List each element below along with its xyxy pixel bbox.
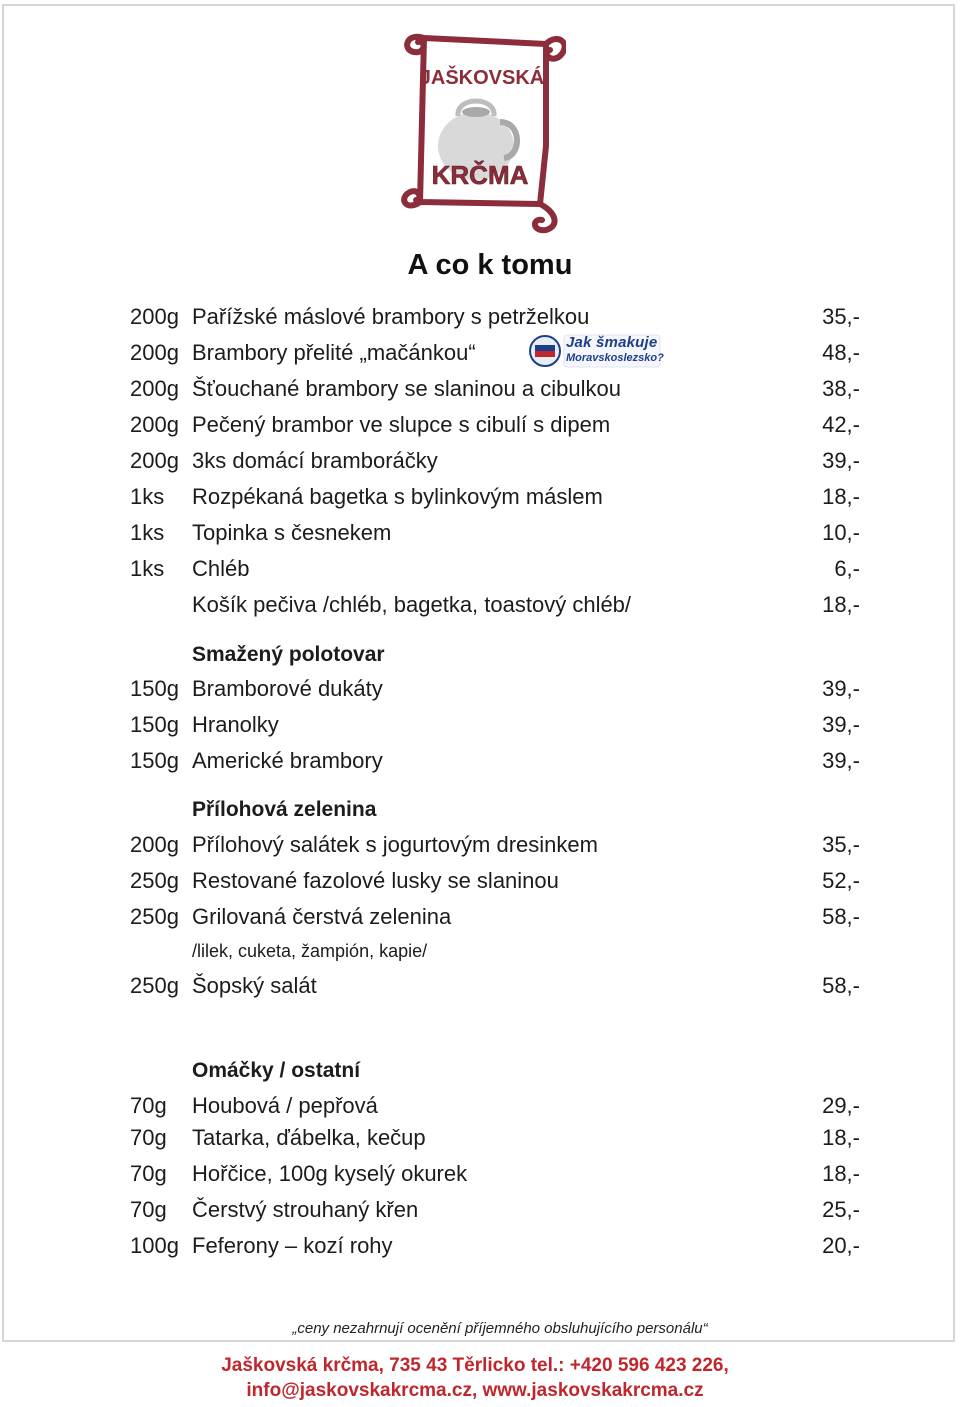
item-name: Hranolky — [192, 712, 279, 737]
menu-item — [130, 866, 860, 896]
item-note: /lilek, cuketa, žampión, kapie/ — [192, 941, 428, 961]
item-name: Tatarka, ďábelka, kečup — [192, 1125, 426, 1150]
menu-item — [130, 518, 860, 548]
item-quantity: 1ks — [130, 484, 165, 509]
menu-item — [130, 971, 860, 1001]
menu-item — [130, 590, 860, 620]
item-quantity: 70g — [130, 1197, 167, 1222]
menu-item — [130, 554, 860, 584]
menu-item — [130, 1091, 860, 1121]
item-price: 39,- — [822, 712, 860, 737]
item-price: 58,- — [822, 973, 860, 998]
item-quantity: 200g — [130, 412, 179, 437]
item-quantity: 150g — [130, 676, 179, 701]
menu-item — [130, 302, 860, 332]
menu-item — [130, 1159, 860, 1189]
item-quantity: 1ks — [130, 556, 165, 581]
item-name: Košík pečiva /chléb, bagetka, toastový chléb/ — [192, 592, 632, 617]
item-quantity: 200g — [130, 304, 179, 329]
item-price: 48,- — [822, 340, 860, 365]
item-quantity: 150g — [130, 748, 179, 773]
item-name: Houbová / pepřová — [192, 1093, 378, 1118]
menu-item — [130, 710, 860, 740]
item-name: Chléb — [192, 556, 250, 581]
restaurant-logo — [396, 26, 566, 236]
promo-badge-subtitle: Moravskoslezsko? — [566, 352, 664, 364]
item-price: 58,- — [822, 904, 860, 929]
item-quantity: 200g — [130, 832, 179, 857]
item-name: Přílohový salátek s jogurtovým dresinkem — [192, 832, 598, 857]
item-price: 35,- — [822, 832, 860, 857]
footer-contact: info@jaskovskakrcma.cz, www.jaskovskakrcma.cz — [246, 1380, 704, 1401]
logo-text-bottom: KRČMA — [431, 160, 529, 190]
item-quantity: 70g — [130, 1125, 167, 1150]
item-price: 29,- — [822, 1093, 860, 1118]
page-title: A co k tomu — [407, 249, 573, 281]
section-heading: Přílohová zelenina — [192, 798, 377, 821]
menu-item — [130, 902, 860, 932]
item-name: Rozpékaná bagetka s bylinkovým máslem — [192, 484, 603, 509]
item-name: 3ks domácí bramboráčky — [192, 448, 438, 473]
promo-badge-title: Jak šmakuje — [566, 334, 658, 351]
item-price: 18,- — [822, 592, 860, 617]
item-name: Grilovaná čerstvá zelenina — [192, 904, 452, 929]
item-name: Hořčice, 100g kyselý okurek — [192, 1161, 468, 1186]
item-price: 42,- — [822, 412, 860, 437]
item-price: 10,- — [822, 520, 860, 545]
item-name: Čerstvý strouhaný křen — [192, 1197, 419, 1222]
item-quantity: 1ks — [130, 520, 165, 545]
item-name: Americké brambory — [192, 748, 383, 773]
item-quantity: 70g — [130, 1161, 167, 1186]
section-heading: Smažený polotovar — [192, 643, 385, 666]
item-price: 18,- — [822, 1125, 860, 1150]
item-quantity: 250g — [130, 973, 179, 998]
item-price: 39,- — [822, 748, 860, 773]
menu-item — [130, 410, 860, 440]
menu-item — [130, 482, 860, 512]
footer-address: Jaškovská krčma, 735 43 Těrlicko tel.: +420 596 423 226, — [221, 1355, 729, 1376]
menu-item — [130, 374, 860, 404]
item-quantity: 200g — [130, 340, 179, 365]
item-name: Topinka s česnekem — [192, 520, 392, 545]
item-name: Feferony – kozí rohy — [192, 1233, 393, 1258]
item-quantity: 250g — [130, 904, 179, 929]
item-name: Restované fazolové lusky se slaninou — [192, 868, 559, 893]
item-quantity: 100g — [130, 1233, 179, 1258]
item-name: Šopský salát — [192, 973, 317, 998]
item-price: 52,- — [822, 868, 860, 893]
item-quantity: 150g — [130, 712, 179, 737]
price-footnote: „ceny nezahrnují ocenění příjemného obsluhujícího personálu“ — [292, 1320, 708, 1337]
item-price: 6,- — [834, 556, 860, 581]
menu-item — [130, 446, 860, 476]
item-price: 18,- — [822, 484, 860, 509]
item-price: 38,- — [822, 376, 860, 401]
item-price: 39,- — [822, 676, 860, 701]
item-quantity: 70g — [130, 1093, 167, 1118]
item-price: 35,- — [822, 304, 860, 329]
item-price: 20,- — [822, 1233, 860, 1258]
item-price: 25,- — [822, 1197, 860, 1222]
item-quantity: 250g — [130, 868, 179, 893]
item-price: 18,- — [822, 1161, 860, 1186]
menu-item — [130, 338, 860, 368]
item-name: Pařížské máslové brambory s petrželkou — [192, 304, 590, 329]
menu-item — [130, 830, 860, 860]
item-name: Bramborové dukáty — [192, 676, 383, 701]
logo-text-top: JAŠKOVSKÁ — [419, 67, 545, 89]
item-name: Pečený brambor ve slupce s cibulí s dipem — [192, 412, 611, 437]
item-quantity: 200g — [130, 448, 179, 473]
item-name: Brambory přelité „mačánkou“ — [192, 340, 476, 365]
section-heading: Omáčky / ostatní — [192, 1059, 361, 1082]
item-price: 39,- — [822, 448, 860, 473]
menu-item — [130, 1123, 860, 1153]
menu-item — [130, 674, 860, 704]
menu-item — [130, 746, 860, 776]
item-name: Šťouchané brambory se slaninou a cibulkou — [192, 376, 621, 401]
menu-item — [130, 1231, 860, 1261]
item-quantity: 200g — [130, 376, 179, 401]
menu-item — [130, 1195, 860, 1225]
